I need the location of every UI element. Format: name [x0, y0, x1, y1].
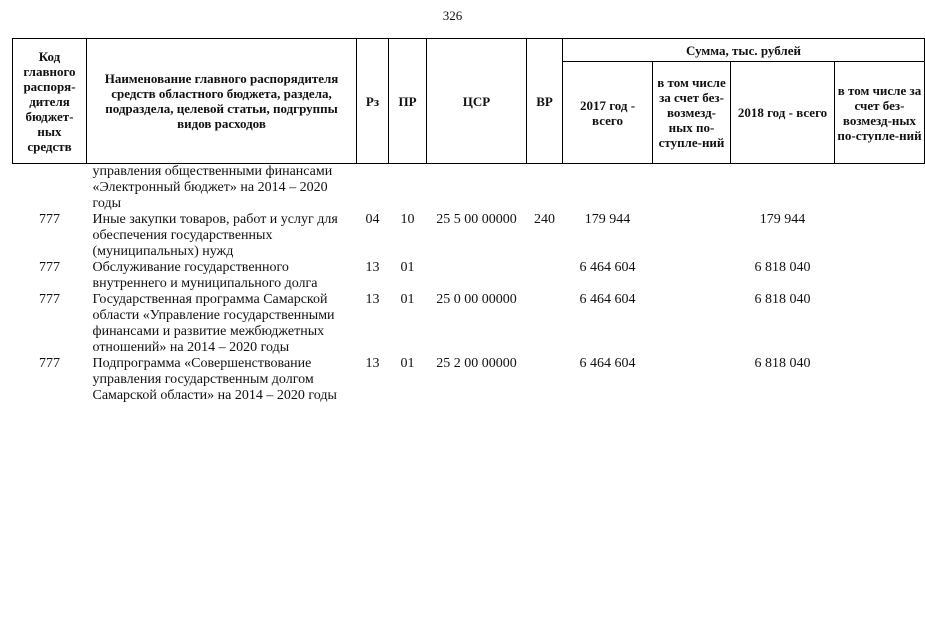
cell-2018-total: 6 818 040 — [754, 260, 811, 275]
table-body — [13, 164, 925, 405]
table-row — [13, 164, 925, 213]
cell-pr — [389, 164, 427, 213]
cell-2017-total: 6 464 604 — [579, 260, 636, 275]
cell-2018-gratuitous — [835, 292, 925, 356]
cell-2017-total: 179 944 — [584, 212, 631, 227]
cell-vr — [527, 260, 563, 292]
table-row — [13, 212, 925, 260]
cell-csr — [427, 164, 527, 213]
header-2018-total: 2018 год - всего — [731, 62, 835, 164]
header-2017-total: 2017 год - всего — [563, 62, 653, 164]
cell-code: 777 — [39, 356, 60, 371]
cell-rz: 13 — [365, 260, 380, 275]
cell-name: Обслуживание государственного внутреннего и муниципального долга — [92, 260, 318, 291]
cell-rz: 13 — [365, 292, 380, 307]
cell-2017-gratuitous — [653, 260, 731, 292]
page-number: 326 — [442, 8, 463, 23]
cell-name: Подпрограмма «Совершенствование управления государственным долгом Самарской области» на 2014 – 2020 годы — [92, 356, 337, 403]
cell-csr: 25 5 00 00000 — [436, 212, 517, 227]
cell-2018-gratuitous — [835, 164, 925, 213]
header-vr: ВР — [527, 39, 563, 164]
cell-code: 777 — [39, 212, 60, 227]
cell-rz: 04 — [365, 212, 380, 227]
cell-name: управления общественными финансами «Электронный бюджет» на 2014 – 2020 годы — [92, 164, 333, 211]
cell-pr: 01 — [400, 260, 415, 275]
cell-csr: 25 2 00 00000 — [436, 356, 517, 371]
cell-2018-total: 6 818 040 — [754, 292, 811, 307]
cell-2018-total — [731, 164, 835, 213]
header-name: Наименование главного распорядителя средств областного бюджета, раздела, подраздела, целевой статьи, подгруппы видов расходов — [87, 39, 357, 164]
cell-2018-gratuitous — [835, 260, 925, 292]
cell-2017-total: 6 464 604 — [579, 292, 636, 307]
cell-code: 777 — [39, 292, 60, 307]
header-2017-gratuitous: в том числе за счет без-возмезд-ных по-ступле-ний — [653, 62, 731, 164]
header-2018-gratuitous: в том числе за счет без-возмезд-ных по-ступле-ний — [835, 62, 925, 164]
cell-pr: 01 — [400, 356, 415, 371]
cell-2017-gratuitous — [653, 356, 731, 404]
cell-2018-gratuitous — [835, 212, 925, 260]
cell-pr: 01 — [400, 292, 415, 307]
table-row — [13, 356, 925, 404]
header-csr: ЦСР — [427, 39, 527, 164]
header-rz: Рз — [357, 39, 389, 164]
cell-code — [13, 164, 87, 213]
cell-csr — [427, 260, 527, 292]
cell-rz: 13 — [365, 356, 380, 371]
table-header — [13, 39, 925, 164]
cell-2017-gratuitous — [653, 292, 731, 356]
cell-2018-total: 179 944 — [759, 212, 806, 227]
header-code: Код главного распоря-дителя бюджет-ных средств — [13, 39, 87, 164]
table-row — [13, 260, 925, 292]
cell-name: Иные закупки товаров, работ и услуг для обеспечения государственных (муниципальных) нужд — [92, 212, 338, 259]
header-sum: Сумма, тыс. рублей — [563, 39, 925, 62]
cell-name: Государственная программа Самарской области «Управление государственными финансами и развитие межбюджетных отношений» на 2014 – 2020 годы — [92, 292, 335, 355]
cell-2018-total: 6 818 040 — [754, 356, 811, 371]
cell-rz — [357, 164, 389, 213]
cell-csr: 25 0 00 00000 — [436, 292, 517, 307]
cell-vr — [527, 292, 563, 356]
cell-2017-total: 6 464 604 — [579, 356, 636, 371]
table-row — [13, 292, 925, 356]
cell-vr: 240 — [534, 212, 555, 227]
cell-vr — [527, 164, 563, 213]
cell-pr: 10 — [400, 212, 415, 227]
cell-code: 777 — [39, 260, 60, 275]
cell-2017-gratuitous — [653, 212, 731, 260]
budget-table — [12, 38, 925, 404]
cell-2017-gratuitous — [653, 164, 731, 213]
cell-vr — [527, 356, 563, 404]
header-pr: ПР — [389, 39, 427, 164]
cell-2018-gratuitous — [835, 356, 925, 404]
cell-2017-total — [563, 164, 653, 213]
